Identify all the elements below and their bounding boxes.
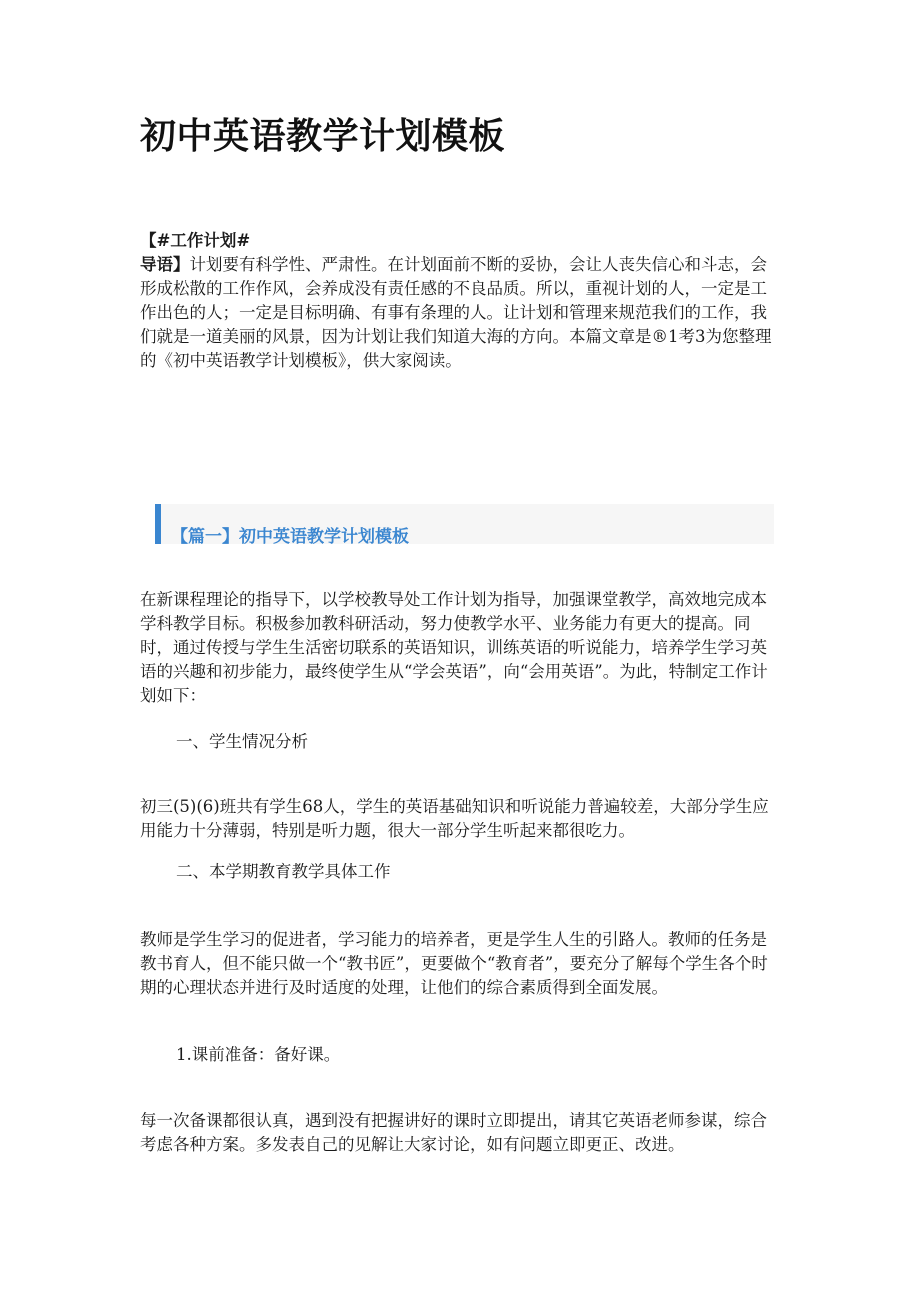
section-title: 【篇一】初中英语教学计划模板 bbox=[171, 527, 409, 547]
guide-paragraph bbox=[140, 229, 776, 373]
heading-student-analysis: 一、学生情况分析 bbox=[176, 732, 308, 751]
section-header bbox=[155, 504, 774, 547]
guide-text: 计划要有科学性、严肃性。在计划面前不断的妥协，会让人丧失信心和斗志，会形成松散的工作作风，会养成没有责任感的不良品质。所以，重视计划的人，一定是工作出色的人；一定是目标明确、有事有条理的人。让计划和管理来规范我们的工作，我们就是一道美丽的风景，因为计划让我们知道大海的方向。本篇文章是®1考3为您整理的《初中英语教学计划模板》，供大家阅读。 bbox=[140, 255, 772, 370]
guide-tag: 【#工作计划# bbox=[140, 231, 251, 250]
student-analysis-paragraph: 初三(5)(6)班共有学生68人，学生的英语基础知识和听说能力普遍较差，大部分学生应用能力十分薄弱，特别是听力题，很大一部分学生听起来都很吃力。 bbox=[140, 797, 769, 840]
guide-label: 导语】 bbox=[140, 255, 190, 274]
heading-semester-work: 二、本学期教育教学具体工作 bbox=[176, 862, 391, 881]
document-title: 初中英语教学计划模板 bbox=[140, 115, 506, 157]
semester-work-paragraph: 教师是学生学习的促进者，学习能力的培养者，更是学生人生的引路人。教师的任务是教书育人，但不能只做一个“教书匠”，更要做个“教育者”，要充分了解每个学生各个时期的心理状态并进行及时适度的处理，让他们的综合素质得到全面发展。 bbox=[140, 930, 768, 997]
heading-lesson-prep: 1.课前准备：备好课。 bbox=[176, 1045, 341, 1064]
intro-paragraph: 在新课程理论的指导下，以学校教导处工作计划为指导，加强课堂教学，高效地完成本学科教学目标。积极参加教科研活动，努力使教学水平、业务能力有更大的提高。同时，通过传授与学生生活密切联系的英语知识，训练英语的听说能力，培养学生学习英语的兴趣和初步能力，最终使学生从“学会英语”，向“会用英语”。为此，特制定工作计划如下： bbox=[140, 590, 768, 705]
lesson-prep-paragraph: 每一次备课都很认真，遇到没有把握讲好的课时立即提出，请其它英语老师参谋，综合考虑各种方案。多发表自己的见解让大家讨论，如有问题立即更正、改进。 bbox=[140, 1111, 767, 1154]
